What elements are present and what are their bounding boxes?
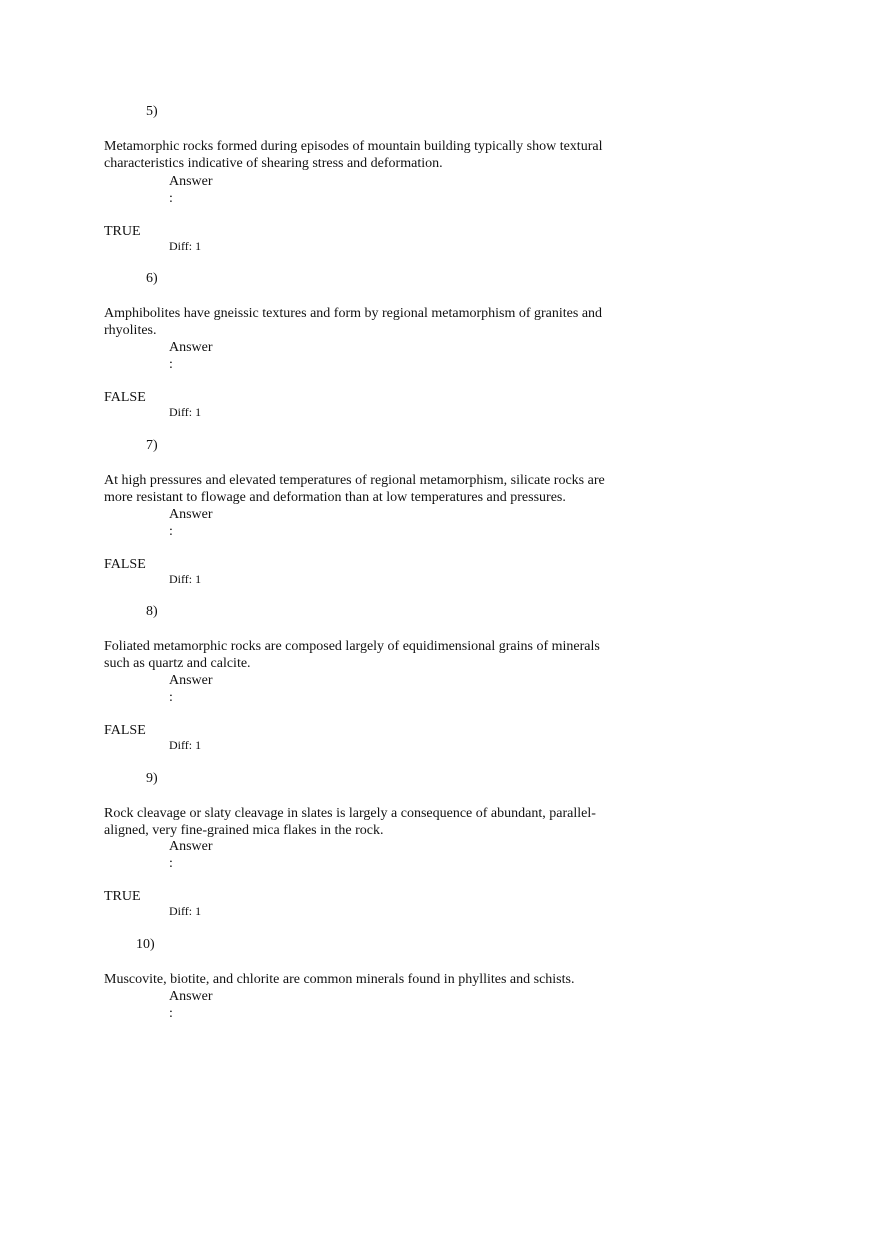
difficulty: Diff: 1 bbox=[169, 572, 202, 586]
answer-label: Answer bbox=[169, 839, 213, 854]
question-number: 7) bbox=[146, 438, 158, 453]
answer-value: FALSE bbox=[104, 557, 146, 572]
question-text: Rock cleavage or slaty cleavage in slates is largely a consequence of abundant, parallel-aligned, very fine-grained mica flakes in the rock. bbox=[104, 806, 596, 838]
difficulty: Diff: 1 bbox=[169, 738, 202, 752]
answer-label: Answer bbox=[169, 340, 213, 355]
question-number: 5) bbox=[146, 104, 158, 119]
answer-value: TRUE bbox=[104, 224, 141, 239]
question-number: 6) bbox=[146, 271, 158, 286]
answer-label: Answer bbox=[169, 174, 213, 189]
difficulty: Diff: 1 bbox=[169, 904, 202, 918]
question-number: 10) bbox=[136, 937, 155, 952]
question-number: 9) bbox=[146, 771, 158, 786]
question-number: 8) bbox=[146, 604, 158, 619]
answer-colon: : bbox=[169, 357, 173, 372]
question-text: Metamorphic rocks formed during episodes of mountain building typically show textural characteristics indicative of shearing stress and deformation. bbox=[104, 139, 603, 171]
answer-value: FALSE bbox=[104, 723, 146, 738]
question-text: Muscovite, biotite, and chlorite are common minerals found in phyllites and schists. bbox=[104, 972, 575, 987]
difficulty: Diff: 1 bbox=[169, 239, 202, 253]
question-text: At high pressures and elevated temperatures of regional metamorphism, silicate rocks are more resistant to flowage and deformation than at low temperatures and pressures. bbox=[104, 473, 605, 505]
question-text: Foliated metamorphic rocks are composed largely of equidimensional grains of minerals such as quartz and calcite. bbox=[104, 639, 600, 671]
answer-label: Answer bbox=[169, 673, 213, 688]
answer-colon: : bbox=[169, 690, 173, 705]
answer-label: Answer bbox=[169, 989, 213, 1004]
question-text: Amphibolites have gneissic textures and form by regional metamorphism of granites and rhyolites. bbox=[104, 306, 603, 338]
answer-colon: : bbox=[169, 524, 173, 539]
answer-colon: : bbox=[169, 1006, 173, 1021]
answer-label: Answer bbox=[169, 507, 213, 522]
answer-colon: : bbox=[169, 856, 173, 871]
answer-colon: : bbox=[169, 191, 173, 206]
answer-value: FALSE bbox=[104, 390, 146, 405]
difficulty: Diff: 1 bbox=[169, 405, 202, 419]
answer-value: TRUE bbox=[104, 889, 141, 904]
